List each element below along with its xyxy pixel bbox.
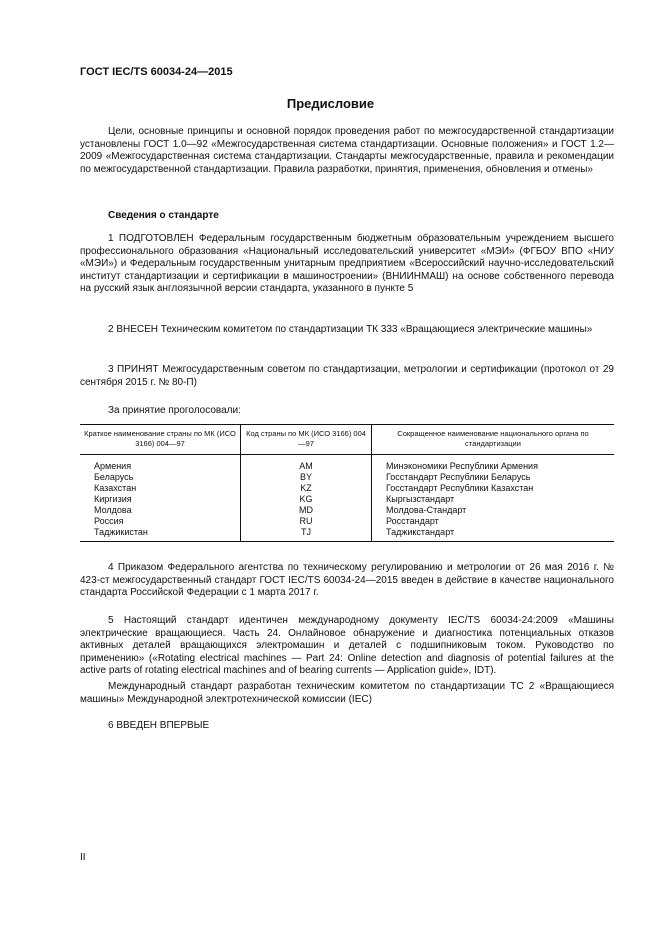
item-5-note-paragraph: Международный стандарт разработан техническим комитетом по стандартизации ТС 2 «Вращающиеся машины» Международной электротехнической комиссии (IEC) xyxy=(80,681,614,705)
document-code: ГОСТ IEC/TS 60034-24—2015 xyxy=(80,66,233,78)
item-6-paragraph: 6 ВВЕДЕН ВПЕРВЫЕ xyxy=(108,720,210,731)
national-body: Кыргызстандарт xyxy=(372,494,615,505)
table-row xyxy=(80,483,614,494)
country-code: AM xyxy=(241,455,372,473)
country-name: Казахстан xyxy=(94,483,137,493)
country-name: Россия xyxy=(94,516,124,526)
national-body: Минэкономики Республики Армения xyxy=(372,455,615,473)
item-4-paragraph: 4 Приказом Федерального агентства по техническому регулированию и метрологии от 26 мая 2016 г. № 423-ст межгосударственный стандарт ГОСТ IEC/TS 60034-24—2015 введен в действие в качестве национального стандарта Российской Федерации с 1 марта 2017 г. xyxy=(80,562,614,598)
page-number: II xyxy=(80,852,86,863)
item-1-paragraph: 1 ПОДГОТОВЛЕН Федеральным государственным бюджетным образовательным учреждением высшего профессионального образования «Национальный исследовательский университет «МЭИ» (ФГБОУ ВПО «НИУ «МЭИ») и Федеральным государственным унитарным предприятием «Всероссийский научно-исследовательский институт стандартизации и сертификации в машиностроении» (ВНИИНМАШ) на основе собственного перевода на русский язык англоязычной версии стандарта, указанного в пункте 5 xyxy=(80,233,614,294)
countries-table xyxy=(80,424,614,542)
country-name: Молдова xyxy=(94,505,132,515)
header-national-body: Сокращенное наименование национального органа по стандартизации xyxy=(372,425,615,455)
item-3-paragraph: 3 ПРИНЯТ Межгосударственным советом по стандартизации, метрологии и сертификации (протокол от 29 сентября 2015 г. № 80-П) xyxy=(80,364,614,388)
table-row xyxy=(80,505,614,516)
intro-paragraph: Цели, основные принципы и основной порядок проведения работ по межгосударственной стандартизации установлены ГОСТ 1.0—92 «Межгосударственная система стандартизации. Основные положения» и ГОСТ 1.2—2009 «Межгосударственная система стандартизации. Стандарты межгосударственные, правила и рекомендации по межгосударственной стандартизации. Правила разработки, принятия, применения, обновления и отмены» xyxy=(80,126,614,175)
table-row xyxy=(80,494,614,505)
item-5-paragraph: 5 Настоящий стандарт идентичен международному документу IEC/TS 60034-24:2009 «Машины электрические вращающиеся. Часть 24. Онлайновое обнаружение и диагностика потенциальных отказов активных деталей вращающихся электромашин и деталей с подшипниковым током. Руководство по применению» («Rotating electrical machines — Part 24: Online detection and diagnosis of potential failures at the active parts of rotating electrical machines and of bearing currents — Application guide», IDT). xyxy=(80,615,614,676)
table-row xyxy=(80,455,614,473)
page-title: Предисловие xyxy=(286,96,375,111)
national-body: Молдова-Стандарт xyxy=(372,505,615,516)
country-code: MD xyxy=(241,505,372,516)
table-header-row xyxy=(80,425,614,455)
header-country-code: Код страны по МК (ИСО 3166) 004—97 xyxy=(241,425,372,455)
national-body: Таджикстандарт xyxy=(372,527,615,542)
table-row xyxy=(80,472,614,483)
header-country-name: Краткое наименование страны по МК (ИСО 3166) 004—97 xyxy=(80,425,241,455)
country-code: BY xyxy=(241,472,372,483)
country-code: RU xyxy=(241,516,372,527)
national-body: Росстандарт xyxy=(372,516,615,527)
country-code: KZ xyxy=(241,483,372,494)
country-code: KG xyxy=(241,494,372,505)
country-name: Беларусь xyxy=(94,472,134,482)
national-body: Госстандарт Республики Беларусь xyxy=(372,472,615,483)
item-2-paragraph: 2 ВНЕСЕН Техническим комитетом по стандартизации ТК 333 «Вращающиеся электрические машины» xyxy=(108,324,593,335)
country-code: TJ xyxy=(241,527,372,542)
vote-label: За принятие проголосовали: xyxy=(108,405,241,416)
table-row xyxy=(80,527,614,542)
national-body: Госстандарт Республики Казахстан xyxy=(372,483,615,494)
country-name: Киргизия xyxy=(94,494,132,504)
table-row xyxy=(80,516,614,527)
country-name: Таджикистан xyxy=(80,527,241,542)
section-heading: Сведения о стандарте xyxy=(108,210,219,221)
country-name: Армения xyxy=(94,461,132,471)
